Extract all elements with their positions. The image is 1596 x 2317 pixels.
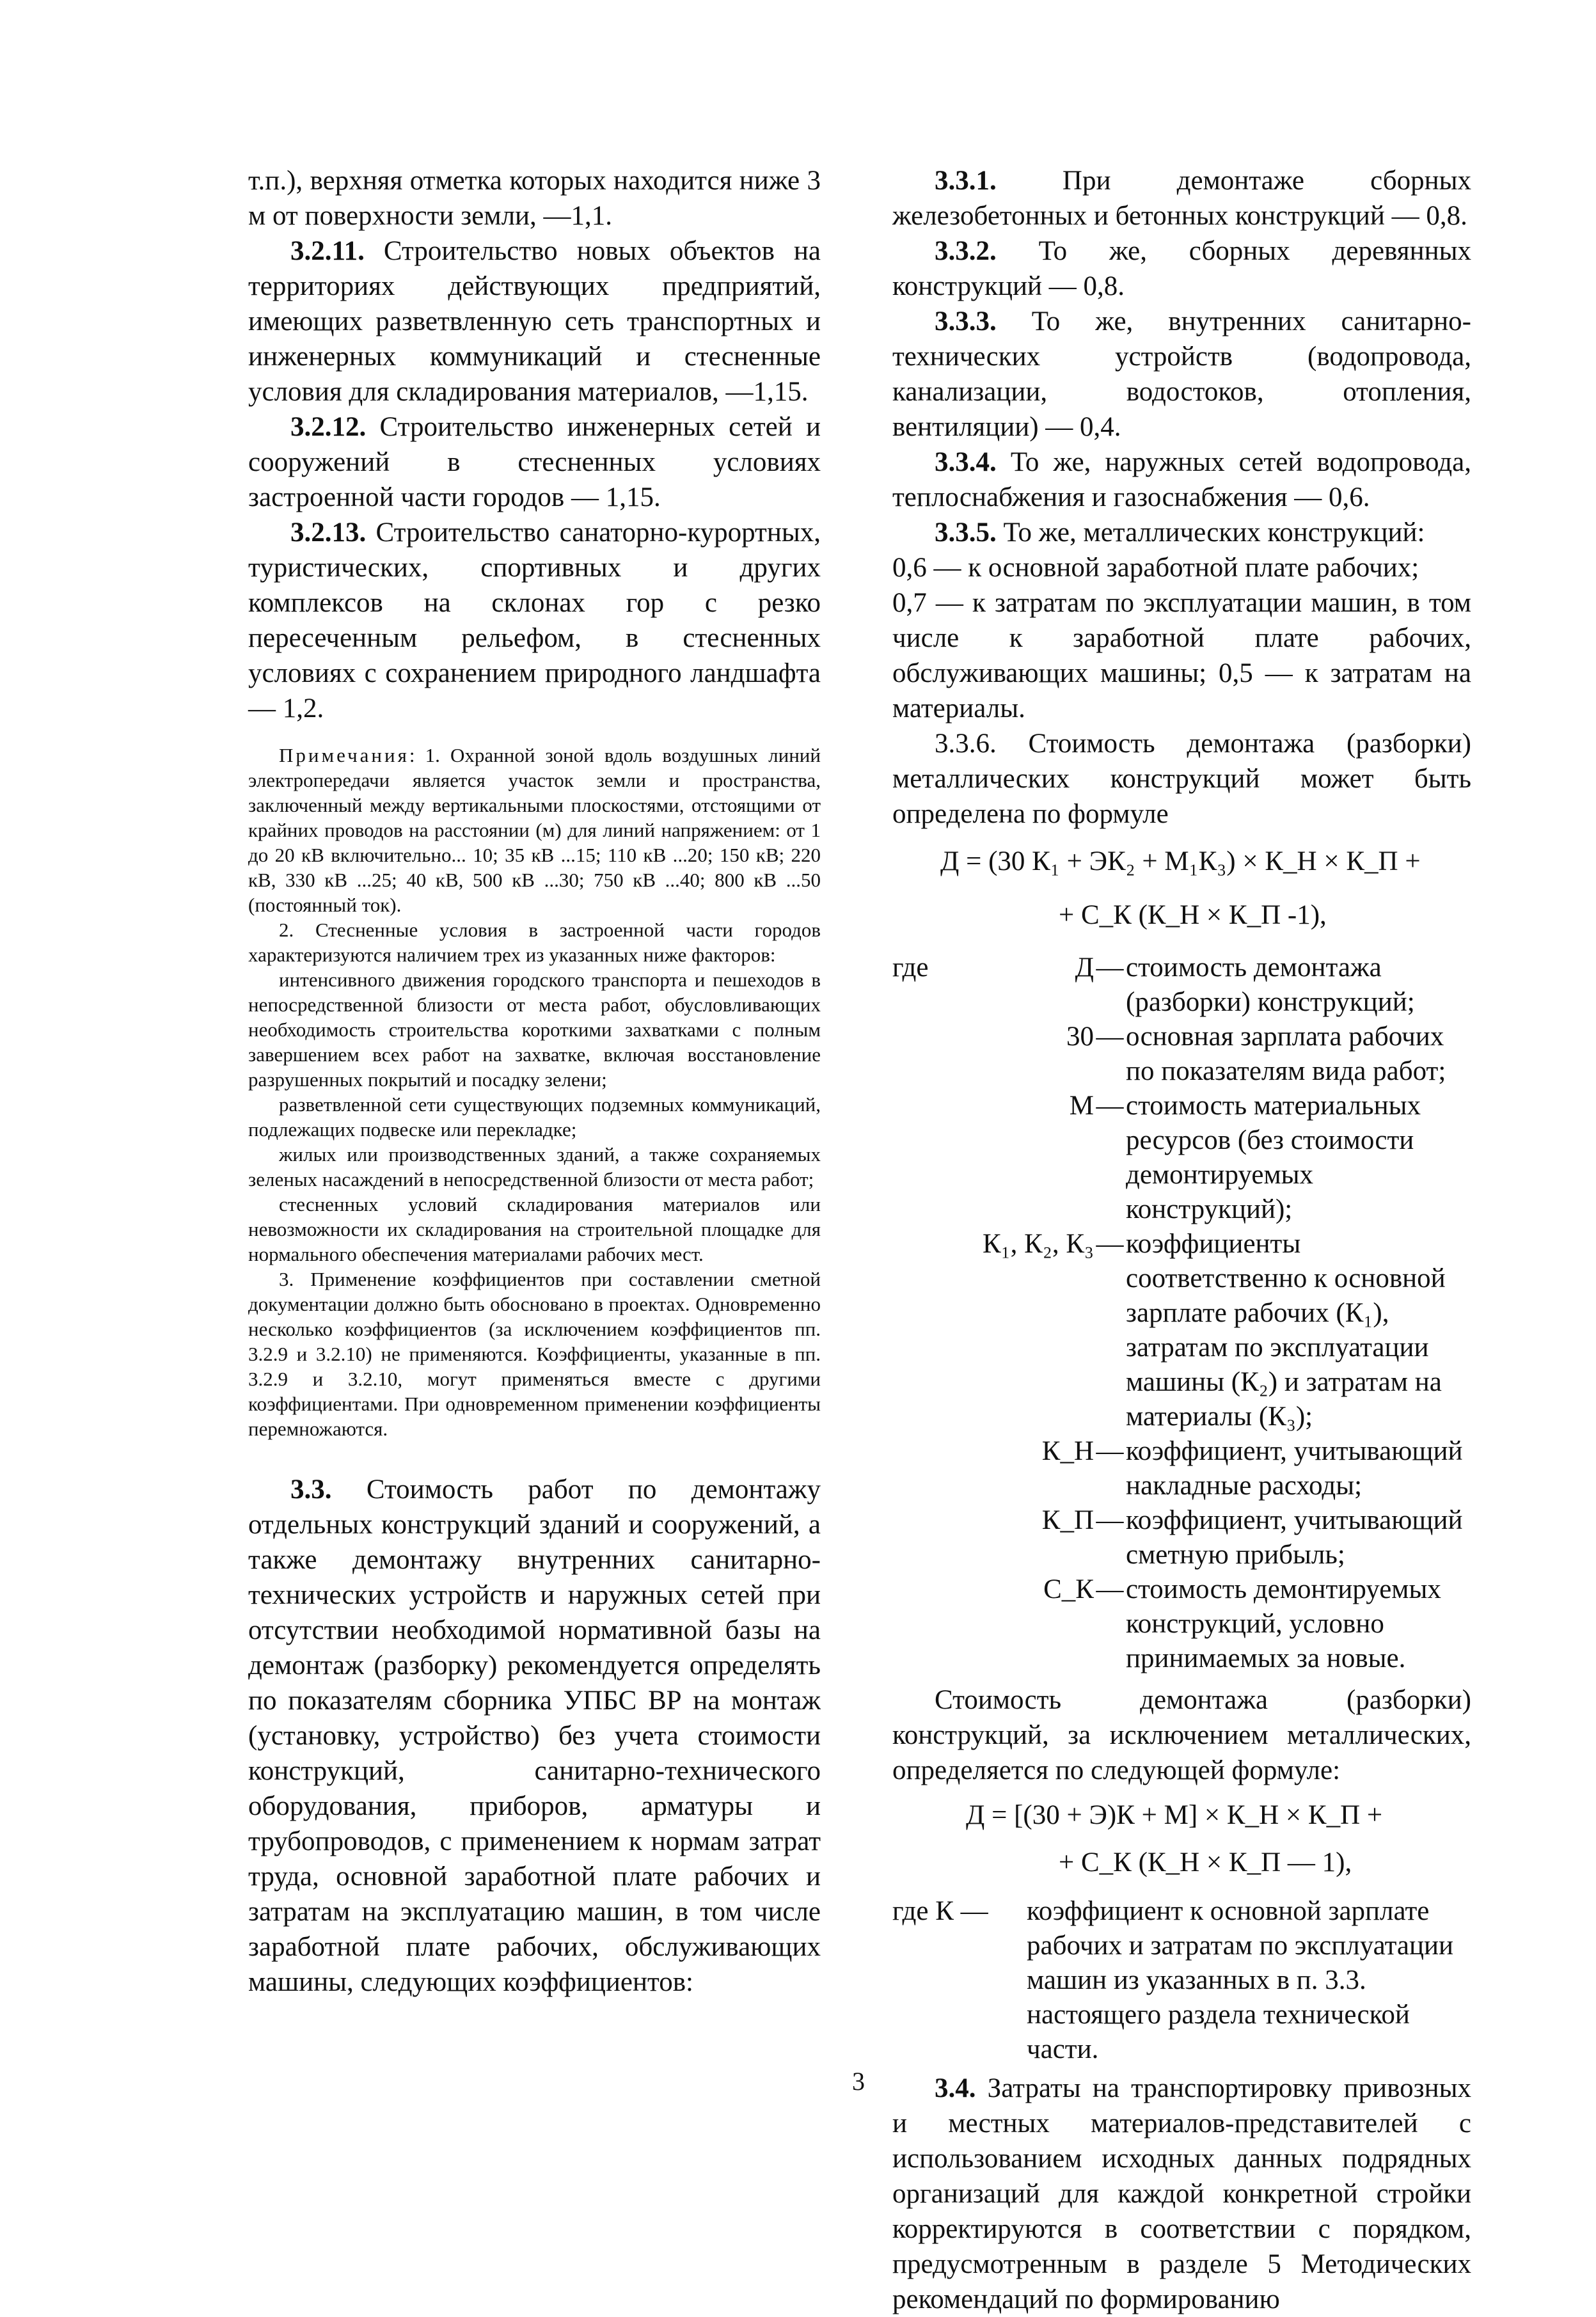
formula-1-line-1: Д = (30 К₁ + ЭК₂ + М₁К₃) × К_Н × К_П + (940, 846, 1421, 876)
clause-number: 3.3.4. (935, 447, 997, 477)
clause-number: 3.3.2. (935, 236, 997, 266)
note-1 (248, 743, 821, 917)
definition-item: где Д — стоимость демонтажа (разборки) конструкций; (892, 951, 1471, 1020)
clause-text: То же, внутренних санитарно-технических устройств (водопровода, канализации, водостоков, отопления, вентиляции) — 0,4. (892, 306, 1471, 442)
clause-number: 3.2.13. (290, 518, 367, 548)
definition-item: К₁, К₂, К₃ — коэффициенты соответственно к основной зарплате рабочих (К₁), затратам по эксплуатации машины (К₂) и затратам на материалы (К₃); (892, 1227, 1471, 1434)
notes-title: Примечания (279, 744, 409, 766)
definition-item: 30 — основная зарплата рабочих по показателям вида работ; (892, 1020, 1471, 1089)
notes-block (248, 743, 821, 1441)
paragraph-3-3-5-line-1: 0,6 — к основной заработной плате рабочих; (892, 553, 1419, 583)
definition-text: основная зарплата рабочих по показателям вида работ; (1126, 1022, 1446, 1086)
note-2-factor-a: интенсивного движения городского транспорта и пешеходов в непосредственной близости от места работ, обусловливающих необходимость строительства короткими захватками с полным завершением всех работ на захватке, включая восстановление разрушенных покрытий и посадку зелени; (248, 969, 821, 1091)
formula-2-definition (892, 1894, 1471, 2067)
definition-item: С_К — стоимость демонтируемых конструкций, условно принимаемых за новые. (892, 1572, 1471, 1676)
paragraph-3-2-12 (248, 409, 821, 515)
right-column (892, 163, 1471, 2317)
clause-number: 3.3.1. (935, 166, 997, 196)
definition-item: К_П — коэффициент, учитывающий сметную прибыль; (892, 1503, 1471, 1572)
formula-2-line-2: + С_К (К_Н × К_П — 1), (1059, 1847, 1352, 1878)
note-3: 3. Применение коэффициентов при составлении сметной документации должно быть обосновано в проектах. Одновременно несколько коэффициентов (за исключением коэффициентов пп. 3.2.9 и 3.2.10) не применяются. Коэффициенты, указанные в пп. 3.2.9 и 3.2.10, могут применяться вместе с другими коэффициентами. При одновременном применении коэффициенты перемножаются. (248, 1268, 821, 1440)
where-label: где (892, 953, 929, 983)
definition-symbol: С_К (1043, 1574, 1094, 1604)
paragraph-3-3-6: 3.3.6. Стоимость демонтажа (разборки) металлических конструкций может быть определена по формуле (892, 729, 1471, 829)
definition-item: К_Н — коэффициент, учитывающий накладные расходы; (892, 1434, 1471, 1503)
definition-text: коэффициенты соответственно к основной зарплате рабочих (К₁), затратам по эксплуатации машины (К₂) и затратам на материалы (К₃); (1126, 1229, 1446, 1432)
paragraph-3-3 (248, 1472, 821, 2000)
page-number: 3 (852, 2067, 865, 2096)
formula-definitions (892, 951, 1471, 1676)
clause-number: 3.2.11. (290, 236, 365, 266)
clause-number: 3.4. (935, 2073, 976, 2103)
paragraph-3-2-13 (248, 515, 821, 726)
clause-text: При демонтаже сборных железобетонных и бетонных конструкций — 0,8. (892, 166, 1471, 231)
paragraph-3-3-1 (892, 163, 1471, 233)
clause-number: 3.3.3. (935, 306, 997, 336)
paragraph-3-3-5 (892, 515, 1471, 550)
definition-symbol: Д (1075, 953, 1094, 983)
paragraph-3-3-5-line-2: 0,7 — к затратам по эксплуатации машин, в том числе к заработной плате рабочих, обслуживающих машины; 0,5 — к затратам на материалы. (892, 588, 1471, 724)
clause-text: То же, наружных сетей водопровода, теплоснабжения и газоснабжения — 0,6. (892, 447, 1471, 512)
paragraph-3-3-3 (892, 304, 1471, 445)
definition-text: коэффициент, учитывающий накладные расходы; (1126, 1436, 1463, 1501)
paragraph-3-2-11 (248, 233, 821, 409)
definition-text: стоимость демонтажа (разборки) конструкций; (1126, 953, 1415, 1017)
clause-text: То же, металлических конструкций: (996, 518, 1425, 548)
clause-number: 3.2.12. (290, 412, 367, 442)
definition-text: стоимость демонтируемых конструкций, условно принимаемых за новые. (1126, 1574, 1441, 1673)
note-2-factor-b: разветвленной сети существующих подземных коммуникаций, подлежащих подвеске или перекладке; (248, 1093, 821, 1141)
definition-text: стоимость материальных ресурсов (без стоимости демонтируемых конструкций); (1126, 1091, 1421, 1224)
definition-symbol: К₁, К₂, К₃ (982, 1229, 1094, 1259)
paragraph-3-3-2 (892, 233, 1471, 304)
paragraph-continuation: т.п.), верхняя отметка которых находится ниже 3 м от поверхности земли, —1,1. (248, 166, 821, 231)
definition-text: коэффициент к основной зарплате рабочих и затратам по эксплуатации машин из указанных в п. 3.3. настоящего раздела технической части. (1027, 1896, 1454, 2064)
clause-text: Строительство санаторно-курортных, туристических, спортивных и других комплексов на склонах гор с резко пересеченным рельефом, в стесненных условиях с сохранением природного ландшафта — 1,2. (248, 518, 821, 724)
clause-number: 3.3.5. (935, 518, 997, 548)
definition-text: коэффициент, учитывающий сметную прибыль; (1126, 1505, 1463, 1570)
formula-1-line-2: + С_К (К_Н × К_П -1), (1059, 900, 1327, 930)
paragraph-3-3-4 (892, 445, 1471, 515)
paragraph-after-definitions: Стоимость демонтажа (разборки) конструкций, за исключением металлических, определяется по следующей формуле: (892, 1685, 1471, 1785)
definition-symbol: К_П (1041, 1505, 1094, 1535)
note-2-factor-c: жилых или производственных зданий, а также сохраняемых зеленых насаждений в непосредственной близости от места работ; (248, 1143, 821, 1190)
definition-symbol: М (1069, 1091, 1094, 1121)
definition-symbol: К_Н (1041, 1436, 1094, 1466)
clause-text: Строительство новых объектов на территориях действующих предприятий, имеющих разветвленную сеть транспортных и инженерных коммуникаций и стесненные условия для складирования материалов, —1,15. (248, 236, 821, 407)
formula-2-line-1: Д = [(30 + Э)К + М] × К_Н × К_П + (966, 1800, 1383, 1830)
note-1-text: : 1. Охранной зоной вдоль воздушных линий электропередачи является участок земли и пространства, заключенный между вертикальными плоскостями, отстоящими от крайних проводов на расстоянии (м) для линий напряжением: от 1 до 20 кВ включительно... 10; 35 кВ ...15; 110 кВ ...20; 150 кВ; 220 кВ, 330 кВ ...25; 40 кВ, 500 кВ ...30; 750 кВ ...40; 800 кВ ...50 (постоянный ток). (248, 744, 821, 916)
definition-symbol: 30 (1066, 1022, 1094, 1052)
where-label: где К — (892, 1896, 988, 1926)
left-column (248, 163, 821, 2000)
clause-text: Стоимость работ по демонтажу отдельных конструкций зданий и сооружений, а также демонтажу внутренних санитарно-технических устройств и наружных сетей при отсутствии необходимой нормативной базы на демонтаж (разборку) рекомендуется определять по показателям сборника УПБС ВР на монтаж (установку, устройство) без учета стоимости конструкций, санитарно-технического оборудования, приборов, арматуры и трубопроводов, с применением к нормам затрат труда, основной заработной плате рабочих и затратам на эксплуатацию машин, в том числе заработной плате рабочих, обслуживающих машины, следующих коэффициентов: (248, 1475, 821, 1997)
definition-item (892, 1894, 1471, 2067)
clause-text: То же, сборных деревянных конструкций — 0,8. (892, 236, 1471, 301)
clause-text: Затраты на транспортировку привозных и местных материалов-представителей с использованием исходных данных подрядных организаций для каждой конкретной стройки корректируются в соответствии с порядком, предусмотренным в разделе 5 Методических рекомендаций по формированию (892, 2073, 1471, 2314)
clause-number: 3.3. (290, 1475, 332, 1505)
note-2-factor-d: стесненных условий складирования материалов или невозможности их складирования на строительной площадке для нормального обеспечения материалами рабочих мест. (248, 1193, 821, 1265)
paragraph-3-4 (892, 2071, 1471, 2317)
note-2: 2. Стесненные условия в застроенной части городов характеризуются наличием трех из указанных ниже факторов: (248, 919, 821, 966)
definition-item: М — стоимость материальных ресурсов (без стоимости демонтируемых конструкций); (892, 1089, 1471, 1227)
clause-text: Строительство инженерных сетей и сооружений в стесненных условиях застроенной части городов — 1,15. (248, 412, 821, 512)
